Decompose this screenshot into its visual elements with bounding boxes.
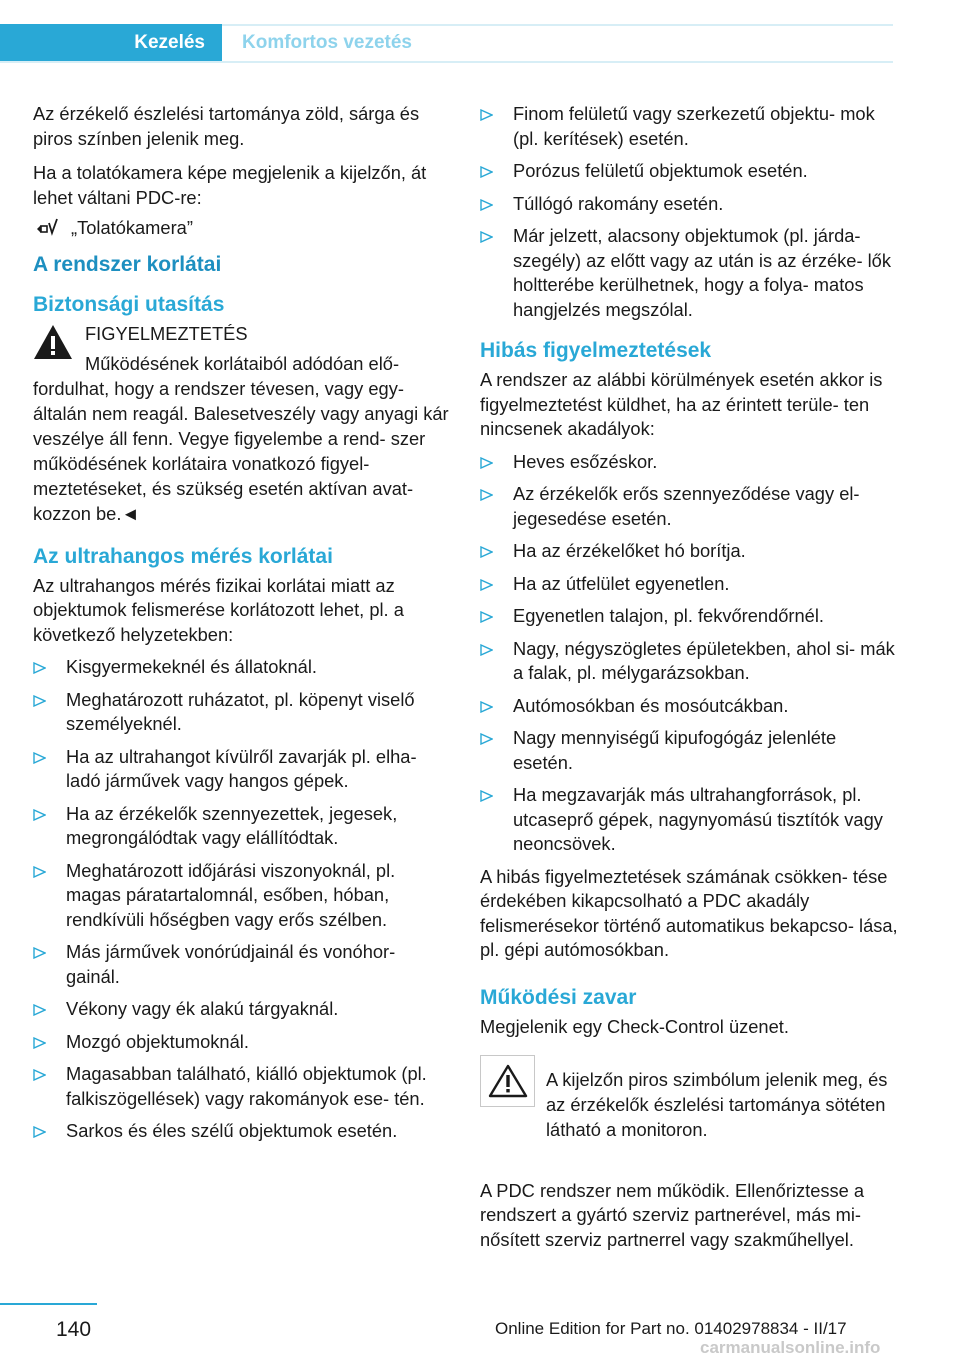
bullet-triangle-icon (480, 733, 493, 745)
bullet-triangle-icon (33, 809, 46, 821)
bullet-triangle-icon (480, 579, 493, 591)
list-item: Sarkos és éles szélű objektumok esetén. (33, 1119, 451, 1144)
list-item: Ha az ultrahangot kívülről zavarják pl. elha- ladó járművek vagy hangos gépek. (33, 745, 451, 794)
list-item: Finom felületű vagy szerkezetű objektu- mok (pl. kerítések) esetén. (480, 102, 898, 151)
bullet-triangle-icon (480, 109, 493, 121)
page-header (0, 0, 960, 62)
list-item: Meghatározott időjárási viszonyoknál, pl. magas páratartalomnál, esőben, hóban, rendkívüli hőségben vagy erős szélben. (33, 859, 451, 933)
list-item: Már jelzett, alacsony objektumok (pl. járda- szegély) az előtt vagy az után is az érzéke- lők holtterébe kerülhetnek, hogy a folya- matos hangjelzés megszólal. (480, 224, 898, 322)
list-item: Meghatározott ruházatot, pl. köpenyt viselő személyeknél. (33, 688, 451, 737)
ultrasonic-limit-list-continued (480, 102, 898, 322)
heading-ultrasonic-limits: Az ultrahangos mérés korlátai (33, 544, 333, 568)
bullet-triangle-icon (33, 947, 46, 959)
rear-camera-icon (33, 217, 59, 239)
list-item: Vékony vagy ék alakú tárgyaknál. (33, 997, 451, 1022)
bullet-triangle-icon (480, 231, 493, 243)
list-item: Ha az érzékelők szennyezettek, jegesek, megrongálódtak vagy elállítódtak. (33, 802, 451, 851)
heading-malfunction: Működési zavar (480, 985, 637, 1009)
paragraph-reduce-false-warnings: A hibás figyelmeztetések számának csökken- tése érdekében kikapcsolható a PDC akadály felismerésekor történő automatikus bekapcso- lása, pl. gépi autómosókban. (480, 865, 898, 960)
warning-title: FIGYELMEZTETÉS (85, 323, 248, 344)
bullet-triangle-icon (480, 790, 493, 802)
paragraph-ultrasonic-intro: Az ultrahangos mérés fizikai korlátai miatt az objektumok felismerése korlátozott lehet, pl. a következő helyzetekben: (33, 574, 404, 645)
bullet-triangle-icon (480, 199, 493, 211)
list-item: Ha megzavarják más ultrahangforrások, pl. utcaseprő gépek, nagynyomású tisztítók vagy neoncsövek. (480, 783, 898, 857)
left-column (33, 102, 451, 1152)
ultrasonic-limit-list (33, 655, 451, 1144)
list-item: Ha az útfelület egyenetlen. (480, 572, 898, 597)
bullet-triangle-icon (33, 1004, 46, 1016)
section-tab-active: Kezelés (0, 24, 222, 62)
warning-body: Működésének korlátaiból adódóan elő- fordulhat, hogy a rendszer tévesen, vagy egy- általán nem reagál. Balesetveszély vagy anyagi kár veszélye áll fenn. Vegye figyelembe a rend- szer működésének korlátaira vonatkozó figyel- meztetéseket, és szükség esetén aktívan avat- kozzon be.◄ (33, 352, 449, 524)
page-number-rule (0, 1303, 97, 1305)
list-item: Az érzékelők erős szennyeződése vagy el- jegesedése esetén. (480, 482, 898, 531)
malfunction-notice (480, 1049, 898, 1161)
bullet-triangle-icon (33, 1037, 46, 1049)
list-item: Nagy mennyiségű kipufogógáz jelenléte esetén. (480, 726, 898, 775)
heading-safety-note: Biztonsági utasítás (33, 293, 225, 316)
bullet-triangle-icon (480, 644, 493, 656)
bullet-triangle-icon (33, 1069, 46, 1081)
warning-triangle-icon (488, 1064, 528, 1098)
paragraph-detection-colors: Az érzékelő észlelési tartománya zöld, sárga és piros színben jelenik meg. (33, 103, 420, 149)
notice-symbol-box (480, 1055, 535, 1107)
list-item: Heves esőzéskor. (480, 450, 898, 475)
list-item: Túllógó rakomány esetén. (480, 192, 898, 217)
list-item: Porózus felületű objektumok esetén. (480, 159, 898, 184)
list-item: Más járművek vonórúdjainál és vonóhor- gainál. (33, 940, 451, 989)
rear-camera-button-row (33, 216, 451, 240)
bullet-triangle-icon (480, 701, 493, 713)
list-item: Ha az érzékelőket hó borítja. (480, 539, 898, 564)
false-warning-list (480, 450, 898, 857)
list-item: Magasabban található, kiálló objektumok (pl. falkiszögellések) vagy rakományok ese- tén. (33, 1062, 451, 1111)
page-number: 140 (56, 1318, 92, 1341)
heading-system-limits: A rendszer korlátai (33, 253, 222, 276)
bullet-triangle-icon (33, 695, 46, 707)
bullet-triangle-icon (480, 546, 493, 558)
edition-footer: Online Edition for Part no. 01402978834 - II/17 (495, 1319, 847, 1338)
notice-text: A kijelzőn piros szimbólum jelenik meg, és az érzékelők észlelési tartománya sötéten látható a monitoron. (546, 1069, 888, 1141)
paragraph-switch-to-pdc: Ha a tolatókamera képe megjelenik a kijelzőn, át lehet váltani PDC-re: (33, 162, 427, 208)
bullet-triangle-icon (480, 166, 493, 178)
bullet-triangle-icon (480, 489, 493, 501)
bullet-triangle-icon (33, 662, 46, 674)
list-item: Nagy, négyszögletes épületekben, ahol si- mák a falak, pl. mélygarázsokban. (480, 637, 898, 686)
list-item: Egyenetlen talajon, pl. fekvőrendőrnél. (480, 604, 898, 629)
bullet-triangle-icon (33, 752, 46, 764)
list-item: Mozgó objektumoknál. (33, 1030, 451, 1055)
list-item: Kisgyermekeknél és állatoknál. (33, 655, 451, 680)
header-bottom-line (0, 61, 893, 63)
paragraph-check-control: Megjelenik egy Check-Control üzenet. (480, 1015, 789, 1037)
rear-camera-label: „Tolatókamera” (71, 217, 193, 238)
paragraph-pdc-not-working: A PDC rendszer nem működik. Ellenőriztesse a rendszert a gyártó szerviz partnerével, más mi- nősített szerviz partnerrel vagy szakműhellyel. (480, 1179, 865, 1250)
right-column (480, 102, 898, 1262)
warning-block (33, 322, 451, 526)
bullet-triangle-icon (480, 611, 493, 623)
heading-false-warnings: Hibás figyelmeztetések (480, 339, 712, 362)
warning-triangle-icon (33, 324, 73, 360)
list-item: Autómosókban és mosóutcákban. (480, 694, 898, 719)
section-tab-subtitle: Komfortos vezetés (242, 32, 412, 53)
paragraph-false-warnings-intro: A rendszer az alábbi körülmények esetén akkor is figyelmeztetést küldhet, ha az érintett terüle- ten nincsenek akadályok: (480, 369, 883, 439)
bullet-triangle-icon (480, 457, 493, 469)
bullet-triangle-icon (33, 866, 46, 878)
bullet-triangle-icon (33, 1126, 46, 1138)
watermark: carmanualsonline.info (700, 1338, 881, 1357)
